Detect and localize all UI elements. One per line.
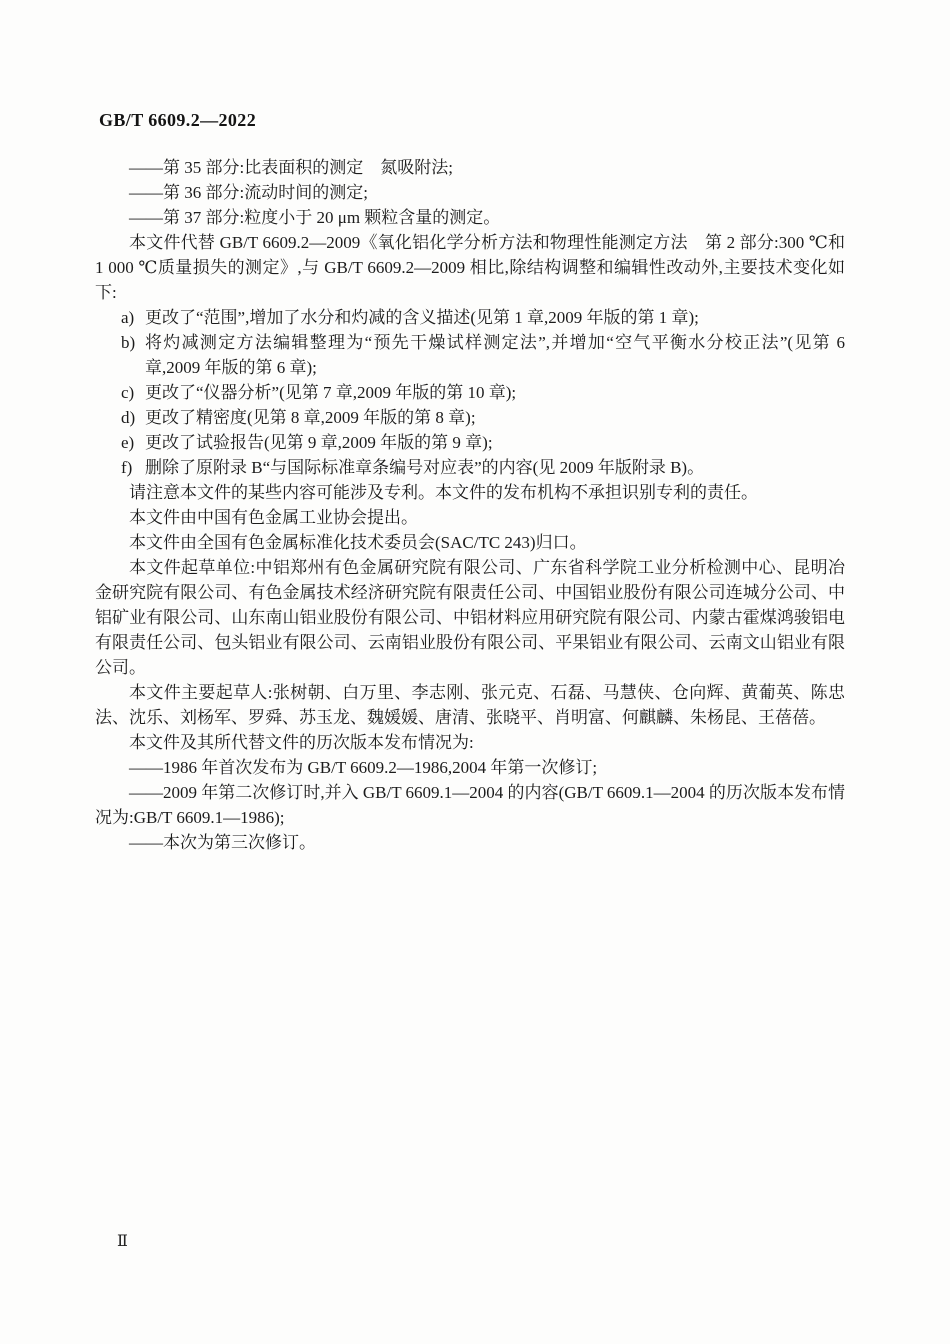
- series-part-item: ——第 35 部分:比表面积的测定 氮吸附法;: [129, 158, 453, 177]
- change-item: [95, 330, 845, 380]
- technical-changes-list: [95, 305, 845, 480]
- change-item: [95, 405, 845, 430]
- centralizing-committee: 本文件由全国有色金属标准化技术委员会(SAC/TC 243)归口。: [129, 533, 587, 552]
- history-item: ——本次为第三次修订。: [129, 833, 316, 852]
- main-drafters: 本文件主要起草人:张树朝、白万里、李志刚、张元克、石磊、马慧侠、仓向辉、黄葡英、陈忠法、沈乐、刘杨军、罗舜、苏玉龙、魏媛媛、唐清、张晓平、肖明富、何麒麟、朱杨昆、王蓓蓓。: [95, 683, 845, 727]
- page-number: Ⅱ: [117, 1233, 128, 1250]
- series-part-item: ——第 37 部分:粒度小于 20 μm 颗粒含量的测定。: [129, 208, 501, 227]
- drafting-organizations: 本文件起草单位:中铝郑州有色金属研究院有限公司、广东省科学院工业分析检测中心、昆明冶金研究院有限公司、有色金属技术经济研究院有限责任公司、中国铝业股份有限公司连城分公司、中铝矿业有限公司、山东南山铝业股份有限公司、中铝材料应用研究院有限公司、内蒙古霍煤鸿骏铝电有限责任公司、包头铝业有限公司、云南铝业股份有限公司、平果铝业有限公司、云南文山铝业有限公司。: [95, 558, 845, 677]
- change-item-text: 更改了精密度(见第 8 章,2009 年版的第 8 章);: [145, 408, 476, 427]
- history-intro: 本文件及其所代替文件的历次版本发布情况为:: [129, 733, 474, 752]
- change-item-marker: a): [121, 308, 135, 327]
- foreword-content: [95, 155, 845, 855]
- change-item-marker: c): [121, 383, 135, 402]
- change-item-marker: f): [121, 458, 133, 477]
- change-item-marker: b): [121, 333, 136, 352]
- series-part-item: ——第 36 部分:流动时间的测定;: [129, 183, 368, 202]
- doc-number: GB/T 6609.2—2022: [99, 110, 257, 130]
- replacement-statement: 本文件代替 GB/T 6609.2—2009《氧化铝化学分析方法和物理性能测定方法 第 2 部分:300 ℃和 1 000 ℃质量损失的测定》,与 GB/T 6609.2—2009 相比,除结构调整和编辑性改动外,主要技术变化如下:: [95, 233, 845, 302]
- change-item-text: 更改了“范围”,增加了水分和灼减的含义描述(见第 1 章,2009 年版的第 1 章);: [145, 308, 699, 327]
- change-item: [95, 455, 845, 480]
- change-item-text: 删除了原附录 B“与国际标准章条编号对应表”的内容(见 2009 年版附录 B)。: [145, 458, 705, 477]
- change-item-text: 更改了试验报告(见第 9 章,2009 年版的第 9 章);: [145, 433, 493, 452]
- history-item: ——2009 年第二次修订时,并入 GB/T 6609.1—2004 的内容(GB/T 6609.1—2004 的历次版本发布情况为:GB/T 6609.1—1986);: [95, 783, 845, 827]
- patent-notice: 请注意本文件的某些内容可能涉及专利。本文件的发布机构不承担识别专利的责任。: [129, 483, 758, 502]
- change-item-text: 将灼减测定方法编辑整理为“预先干燥试样测定法”,并增加“空气平衡水分校正法”(见第 6 章,2009 年版的第 6 章);: [145, 333, 845, 377]
- change-item: [95, 430, 845, 455]
- change-item-marker: d): [121, 408, 136, 427]
- change-item-marker: e): [121, 433, 135, 452]
- history-item: ——1986 年首次发布为 GB/T 6609.2—1986,2004 年第一次修订;: [129, 758, 598, 777]
- change-item-text: 更改了“仪器分析”(见第 7 章,2009 年版的第 10 章);: [145, 383, 517, 402]
- proposing-body: 本文件由中国有色金属工业协会提出。: [129, 508, 418, 527]
- change-item: [95, 305, 845, 330]
- change-item: [95, 380, 845, 405]
